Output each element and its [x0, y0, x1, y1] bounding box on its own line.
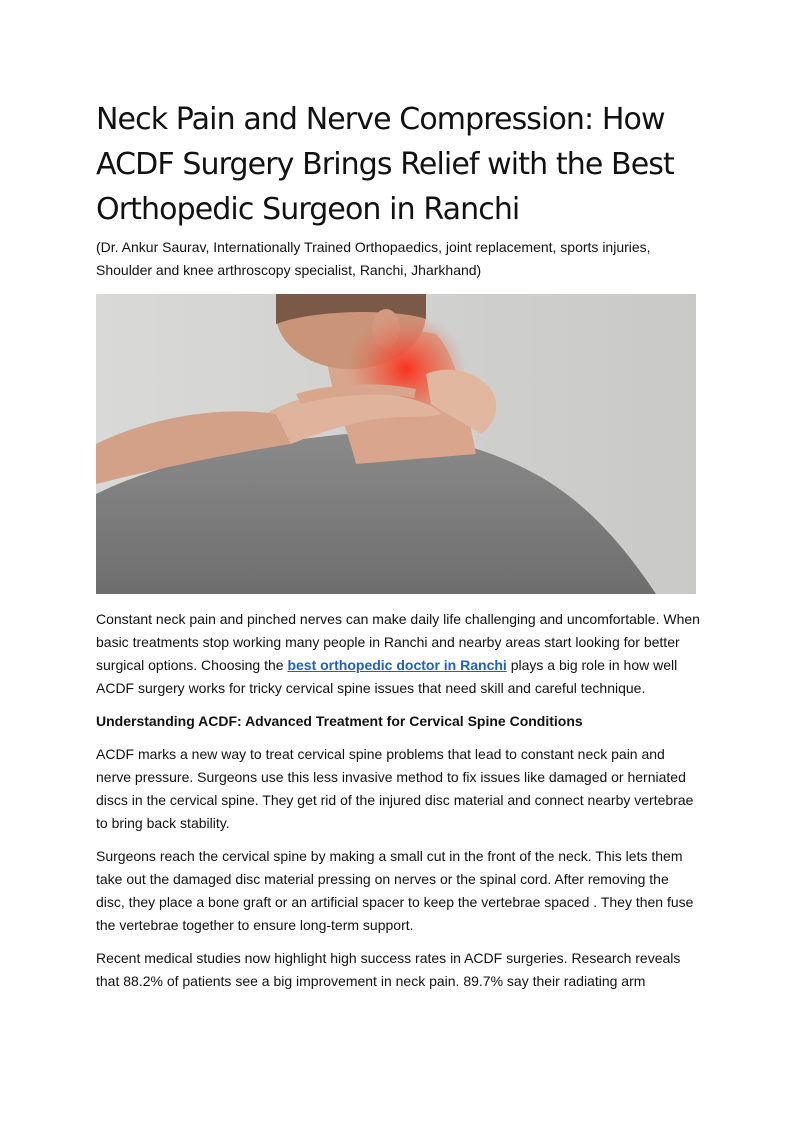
- author-byline: (Dr. Ankur Saurav, Internationally Trained Orthopaedics, joint replacement, sports injuries, Shoulder and knee arthroscopy specialist, Ranchi, Jharkhand): [96, 239, 651, 278]
- section-heading: Understanding ACDF: Advanced Treatment for Cervical Spine Conditions: [96, 713, 583, 729]
- paragraph-acdf-overview: ACDF marks a new way to treat cervical spine problems that lead to constant neck pain and nerve pressure. Surgeons use this less invasive method to fix issues like damaged or herniated discs in the cervical spine. They get rid of the injured disc material and connect nearby vertebrae to bring back stability.: [96, 746, 694, 831]
- document-page: [96, 0, 700, 1003]
- article-title: Neck Pain and Nerve Compression: How ACDF Surgery Brings Relief with the Best Orthopedic Surgeon in Ranchi: [96, 102, 674, 227]
- intro-paragraph: Constant neck pain and pinched nerves can make daily life challenging and uncomfortable. When basic treatments stop working many people in Ranchi and nearby areas start looking for better surgical options. Choosing the best orthopedic doctor in Ranchi plays a big role in how well ACDF surgery works for tricky cervical spine issues that need skill and careful technique.: [96, 611, 700, 696]
- best-orthopedic-doctor-link[interactable]: best orthopedic doctor in Ranchi: [287, 657, 507, 673]
- neck-pain-photo: [96, 294, 696, 594]
- paragraph-procedure: Surgeons reach the cervical spine by making a small cut in the front of the neck. This lets them take out the damaged disc material pressing on nerves or the spinal cord. After removing the disc, they place a bone graft or an artificial spacer to keep the vertebrae spaced . They then fuse the vertebrae together to ensure long-term support.: [96, 848, 694, 933]
- paragraph-success-rates: Recent medical studies now highlight high success rates in ACDF surgeries. Research reveals that 88.2% of patients see a big improvement in neck pain. 89.7% say their radiating arm: [96, 950, 681, 989]
